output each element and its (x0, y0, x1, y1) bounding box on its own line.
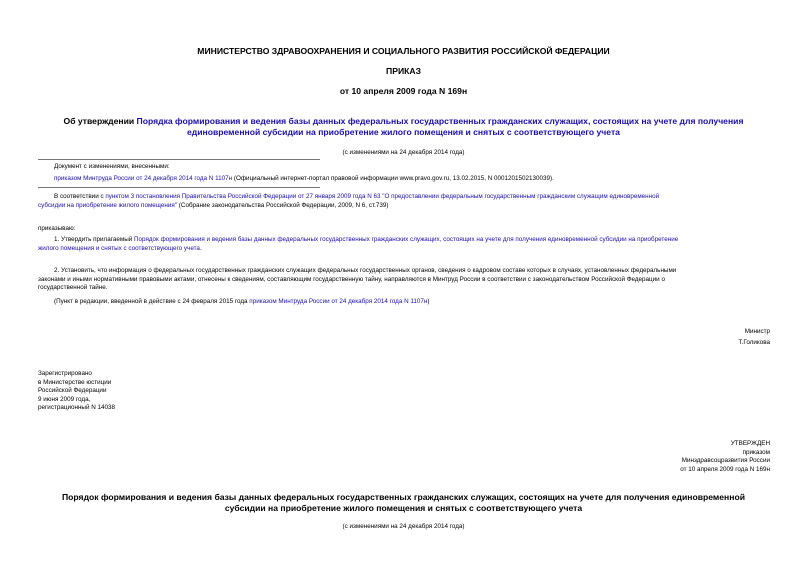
item-2-note-link[interactable]: приказом Минтруда России от 24 декабря 2014 года N 1107н (249, 298, 428, 305)
procedure-amendment-note: (с изменениями на 24 декабря 2014 года) (342, 523, 465, 530)
registration-block (38, 370, 115, 413)
approved-line-3: Минздравсоцразвития России (681, 457, 770, 464)
preamble-intro: В соответствии с (54, 193, 106, 200)
approved-line-1: УТВЕРЖДЕН (730, 440, 770, 447)
item-1-suffix: . (199, 244, 202, 252)
registration-line-5: регистрационный N 14038 (38, 404, 116, 411)
ministry-heading: МИНИСТЕРСТВО ЗДРАВООХРАНЕНИЯ И СОЦИАЛЬНОГО РАЗВИТИЯ РОССИЙСКОЙ ФЕДЕРАЦИИ (197, 46, 610, 56)
registration-line-2: в Министерстве юстиции (38, 378, 112, 386)
order-heading: ПРИКАЗ (386, 66, 421, 76)
item-2-note-prefix: (Пункт в редакции, введенной в действие с 24 февраля 2015 года (54, 298, 250, 305)
government-decree-link[interactable]: пунктом 3 постановления Правительства Российской Федерации от 27 января 2009 года N 63 "О предоставлении федеральным государственным гражданским служащим единовременной (105, 193, 660, 200)
item-1-prefix: 1. Утвердить прилагаемый (54, 236, 135, 243)
registration-line-3: Российской Федерации (38, 387, 107, 394)
item-2-line-3: государственной тайне. (38, 284, 108, 291)
title-prefix: Об утверждении (63, 116, 137, 126)
item-1 (38, 236, 773, 253)
approved-block (500, 440, 770, 474)
change-doc-line (54, 175, 774, 184)
procedure-title (0, 492, 807, 514)
order-word: приказываю: (38, 225, 76, 232)
procedure-title-line-1: Порядок формирования и ведения базы данных федеральных государственных гражданских служащих, состоящих на учете для получения единовременной (62, 492, 745, 502)
item-2-line-1: 2. Установить, что информация о федеральных государственных гражданских служащих федеральных государственных органов, сведения о кадровом составе которых в случаях, установленных федеральными (54, 267, 677, 274)
order-date: от 10 апреля 2009 года N 169н (339, 86, 468, 96)
signature-position: Министр (744, 328, 770, 335)
approved-line-2: приказом (742, 448, 770, 456)
preamble (38, 193, 773, 210)
preamble-source: (Собрание законодательства Российской Федерации, 2009, N 6, ст.739) (177, 201, 389, 209)
procedure-link[interactable]: Порядка формирования и ведения базы данных федеральных государственных гражданских служащих, состоящих на учете для получения (136, 116, 744, 126)
divider-top (38, 159, 320, 160)
signature-name: Т.Голикова (738, 339, 770, 346)
change-doc-intro: Документ с изменениями, внесенными: (54, 163, 170, 170)
item-2 (38, 267, 773, 293)
item-2-line-2: законами и иными нормативными правовыми актами, отнесены к сведениям, составляющим государственную тайну, направляются в Минтруд России в соответствии с законодательством Российской Федерации о (38, 275, 665, 283)
item-1-procedure-link[interactable]: Порядок формирования и ведения базы данных федеральных государственных гражданских служащих, состоящих на учете для получения единовременной субсидии на приобретение (134, 236, 679, 243)
registration-line-4: 9 июня 2009 года, (38, 395, 91, 403)
government-decree-link-continued[interactable]: субсидии на приобретение жилого помещения" (38, 201, 178, 209)
item-2-note (54, 298, 774, 307)
document-title (0, 116, 807, 138)
item-1-procedure-link-continued[interactable]: жилого помещения и снятых с соответствующего учета (38, 244, 200, 252)
amending-order-link[interactable]: приказом Минтруда России от 24 декабря 2014 года N 1107н (54, 175, 233, 182)
divider-bottom (38, 187, 320, 188)
change-doc-source: (Официальный интернет-портал правовой информации www.pravo.gov.ru, 13.02.2015, N 0001201502130039). (232, 175, 554, 182)
item-2-note-suffix: ) (427, 298, 430, 305)
registration-line-1: Зарегистрировано (38, 370, 92, 377)
approved-line-4: от 10 апреля 2009 года N 169н (680, 465, 770, 473)
amendment-note: (с изменениями на 24 декабря 2014 года) (342, 149, 465, 156)
procedure-link-continued[interactable]: единовременной субсидии на приобретение жилого помещения и снятых с соответствующего учета (187, 127, 620, 137)
procedure-title-line-2: субсидии на приобретение жилого помещения и снятых с соответствующего учета (224, 503, 583, 513)
